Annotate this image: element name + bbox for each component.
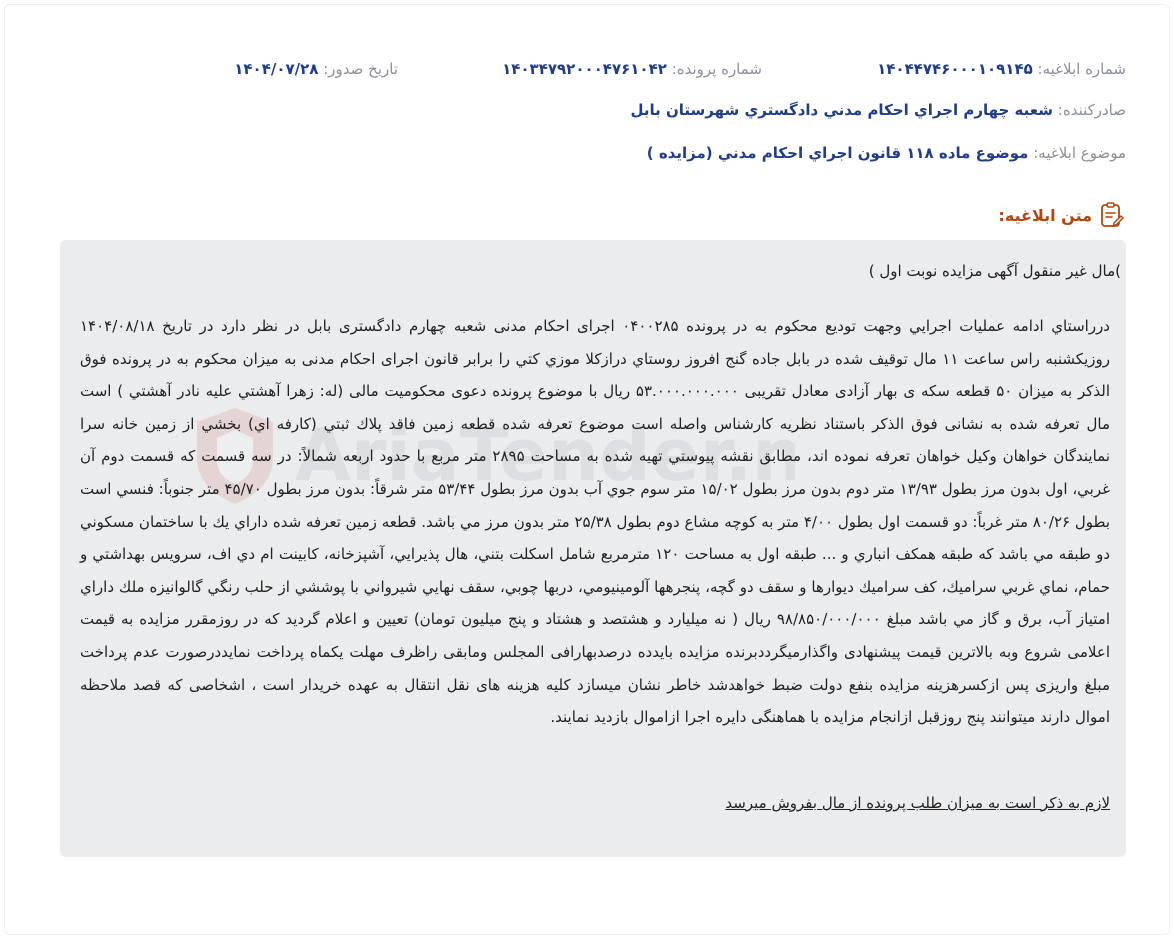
case-number-label: شماره پرونده: (671, 60, 762, 78)
notice-section-label: متن ابلاغیه: (998, 205, 1092, 225)
announcement-heading: )مال غير منقول آگهی مزايده نوبت اول ) (868, 262, 1121, 280)
subject-row (647, 144, 1126, 162)
subject-label: موضوع ابلاغیه: (1033, 144, 1126, 162)
document-edit-icon (1100, 202, 1124, 228)
notice-number: ۱۴۰۴۴۷۴۶۰۰۰۱۰۹۱۴۵ (877, 60, 1033, 78)
notice-number-row (877, 60, 1126, 78)
issuer-row (630, 101, 1126, 119)
issuer-label: صادرکننده: (1057, 101, 1126, 119)
notice-body: درراستاي ادامه عمليات اجرايي وجهت توديع محكوم به در پرونده ۰۴۰۰۲۸۵ اجرای احکام مدنی شعبه چهارم دادگستری بابل در نظر دارد در تاريخ ۱۴۰۴/۰۸/۱۸ روزيكشنبه راس ساعت ۱۱ مال توقيف شده در بابل جاده گنج افروز روستاي درازكلا موزي كتي را برابر قانون اجرای احکام مدنی به میزان محکوم به در پرونده فوق الذكر به ميزان ۵۰ قطعه سكه ی بهار آزادی معادل تقريبی ۵۳.۰۰۰.۰۰۰.۰۰۰ ريال با موضوع پرونده دعوی محکومیت مالی (له: زهرا آهشتي عليه نادر آهشتي ) است مال تعرفه شده به نشانی فوق الذكر باستناد نظريه كارشناس واصله است موضوع تعرفه شده قطعه زمين فاقد پلاك ثبتي (كارفه اي) بخشي از زمين خانه سرا نمايندگان خواهان وكيل خواهان تعرفه نموده اند، مطابق نقشه پيوستي تهيه شده به مساحت ۲۸۹۵ متر مربع با حدود اربعه شمالاً: در سه قسمت كه قسمت دوم آن غربي، اول بدون مرز بطول ۱۳/۹۳ متر دوم بدون مرز بطول ۱۵/۰۲ متر سوم جوي آب بدون مرز بطول ۵۳/۴۴ متر شرقاً: بدون مرز بطول ۴۵/۷۰ متر جنوباً: فنسي است بطول ۸۰/۲۶ متر غرباً: دو قسمت اول بطول ۴/۰۰ متر به كوچه مشاع دوم بطول ۲۵/۳۸ متر بدون مرز مي باشد. قطعه زمين تعرفه شده داراي يك با ساختمان مسكوني دو طبقه مي باشد كه طبقه همكف انباري و ... طبقه اول به مساحت ۱۲۰ مترمربع شامل اسكلت بتني، هال پذيرايي، آشپزخانه، كابينت ام دي اف، سرويس بهداشتي و حمام، نماي غربي سراميك، كف سراميك ديوارها و سقف دو گچه، پنجرهها آلومينيومي، دربها چوبي، سقف نهايي شيرواني با پوششي از حلب رنگي گالوانيزه ملك داراي امتياز آب، برق و گاز مي باشد مبلغ ۹۸/۸۵۰/۰۰۰/۰۰۰ ريال ( نه ميليارد و هشتصد و هشتاد و پنج ميليون تومان) تعيين و اعلام گرديد كه در روزمقرر مزايده به قيمت اعلامی شروع وبه بالاترين قيمت پيشنهادی واگذارميگرددبرنده مزايده بايدده درصدبهارافی المجلس ومابقی راظرف مهلت يكماه پرداخت نمايددرصورت عدم پرداخت مبلغ واريزی پس ازكسرهزينه مزايده بنفع دولت ضبط خواهدشد خاطر نشان ميسازد كليه هزينه های نقل انتقال به عهده خريدار است ، اشخاصی كه قصد ملاحظه اموال دارند ميتوانند پنج روزقبل ازانجام مزايده با هماهنگی دايره اجرا ازاموال بازديد نمايند. (80, 317, 1111, 727)
subject: موضوع ماده ۱۱۸ قانون اجراي احكام مدني (مزايده ) (646, 144, 1029, 162)
issue-date-label: تاریخ صدور: (323, 60, 398, 78)
notice-section-title (998, 202, 1124, 228)
issue-date: ۱۴۰۴/۰۷/۲۸ (234, 60, 319, 78)
issue-date-row (234, 60, 398, 78)
case-number: ۱۴۰۳۴۷۹۲۰۰۰۴۷۶۱۰۴۲ (502, 60, 667, 78)
issuer: شعبه چهارم اجراي احكام مدني دادگستري شهرستان بابل (630, 101, 1053, 119)
notice-number-label: شماره ابلاغیه: (1037, 60, 1126, 78)
notice-footer-note: لازم به ذکر است به میزان طلب پرونده از مال بفروش میرسد (725, 794, 1110, 812)
case-number-row (502, 60, 762, 78)
